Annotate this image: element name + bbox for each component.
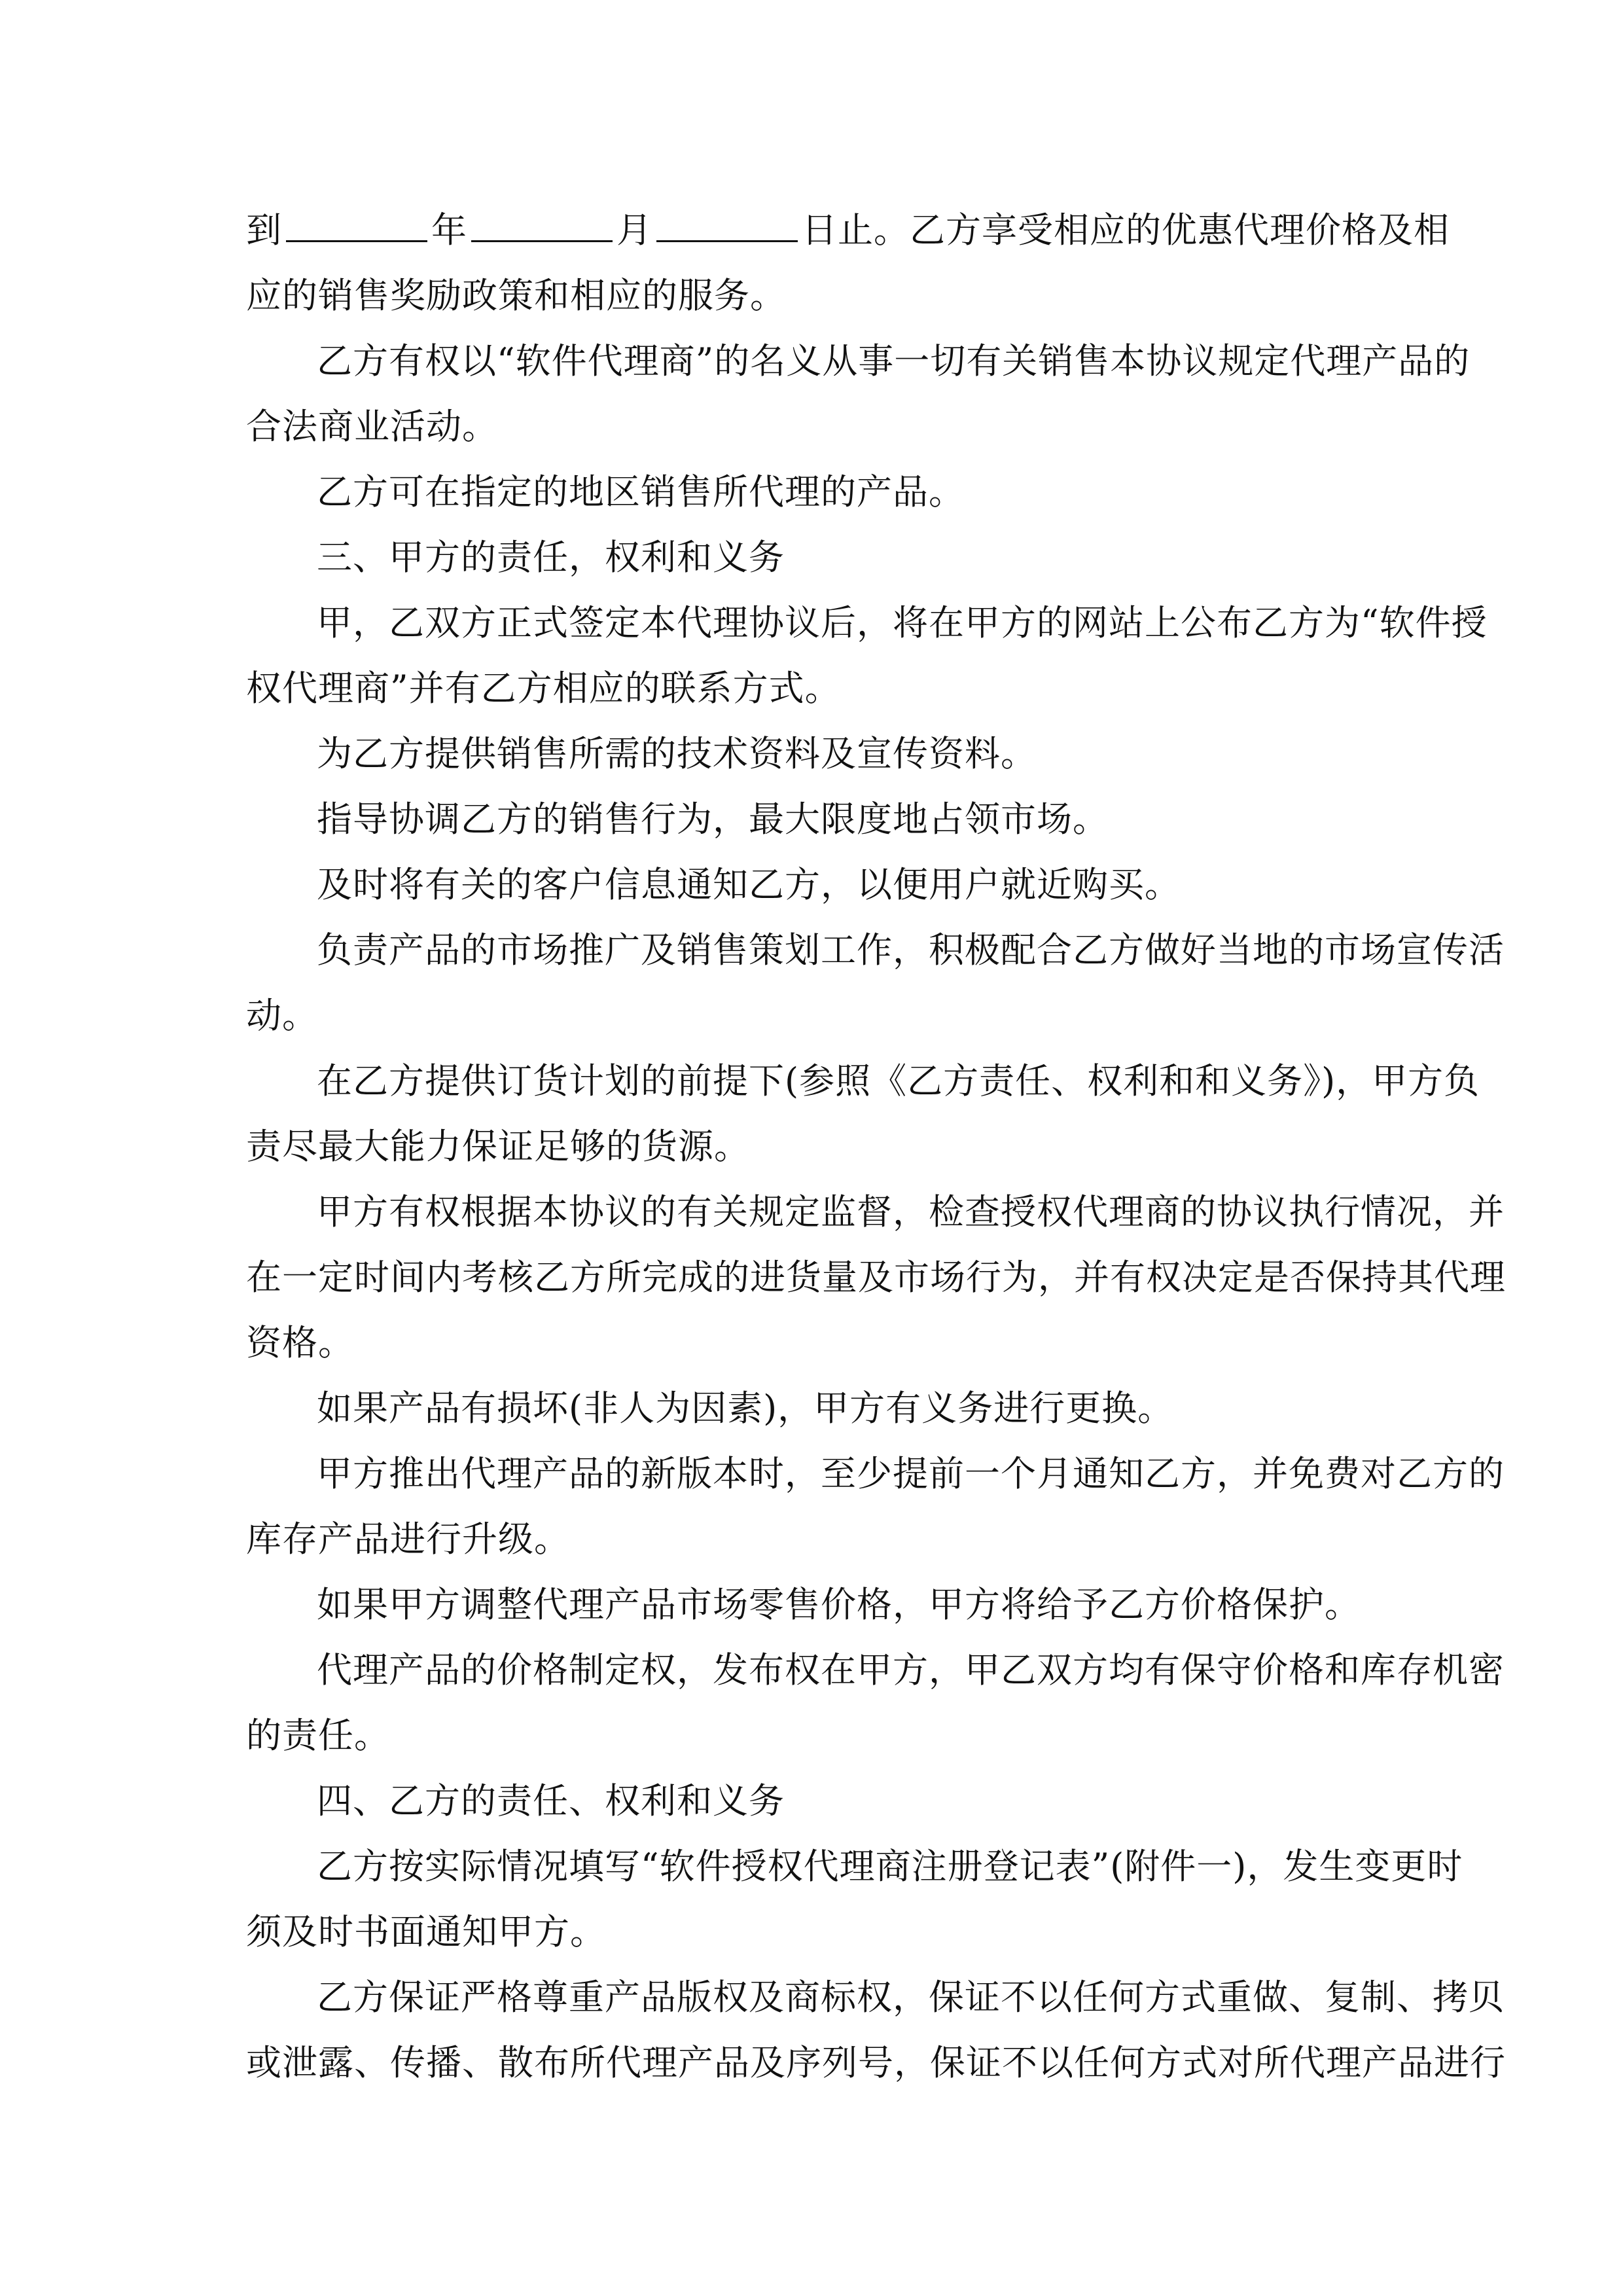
- paragraph-line: 指导协调乙方的销售行为，最大限度地占领市场。: [317, 798, 1109, 840]
- paragraph-line: 乙方可在指定的地区销售所代理的产品。: [317, 471, 965, 512]
- paragraph-line: 负责产品的市场推广及销售策划工作，积极配合乙方做好当地的市场宣传活: [317, 929, 1505, 971]
- paragraph: [246, 918, 1505, 1049]
- paragraph: [246, 590, 1488, 721]
- paragraph-line: 甲方推出代理产品的新版本时，至少提前一个月通知乙方，并免费对乙方的: [317, 1453, 1505, 1494]
- paragraph-line: 的责任。: [246, 1715, 390, 1756]
- paragraph-line: 须及时书面通知甲方。: [246, 1911, 606, 1952]
- paragraph: [246, 1572, 1385, 1638]
- date-range-paragraph: [246, 198, 1450, 329]
- paragraph-line: 在乙方提供订货计划的前提下(参照《乙方责任、权利和和义务》)，甲方负: [317, 1060, 1480, 1102]
- paragraph-line: 库存产品进行升级。: [246, 1518, 570, 1560]
- paragraph-line: 或泄露、传播、散布所代理产品及序列号，保证不以任何方式对所代理产品进行: [246, 2042, 1506, 2083]
- paragraph-line: 乙方保证严格尊重产品版权及商标权，保证不以任何方式重做、复制、拷贝: [317, 1977, 1505, 2018]
- paragraph: [246, 1179, 1506, 1376]
- paragraph: [246, 459, 1385, 525]
- date-range-line: [246, 198, 1450, 263]
- paragraph: [246, 852, 1385, 918]
- paragraph-line: 三、甲方的责任，权利和义务: [317, 537, 785, 578]
- prefix-text: 到: [246, 209, 282, 251]
- year-label: 年: [431, 209, 467, 251]
- paragraph: [246, 329, 1471, 459]
- month-label: 月: [616, 209, 652, 251]
- paragraph-line: 乙方有权以“软件代理商”的名义从事一切有关销售本协议规定代理产品的: [317, 340, 1471, 382]
- paragraph: [246, 1834, 1463, 1965]
- paragraph-line: 如果甲方调整代理产品市场零售价格，甲方将给予乙方价格保护。: [317, 1584, 1361, 1625]
- paragraph-line: 四、乙方的责任、权利和义务: [317, 1780, 785, 1821]
- paragraph-line: 责尽最大能力保证足够的货源。: [246, 1126, 750, 1167]
- paragraph-line: 权代理商”并有乙方相应的联系方式。: [246, 668, 841, 709]
- paragraph-line: 及时将有关的客户信息通知乙方，以便用户就近购买。: [317, 864, 1181, 905]
- paragraph-line: 合法商业活动。: [246, 406, 498, 447]
- month-blank: [471, 206, 613, 242]
- paragraph: [246, 1376, 1385, 1441]
- paragraph-line: 动。: [246, 995, 318, 1036]
- document-page: [246, 198, 1506, 2096]
- paragraph: [246, 721, 1385, 787]
- paragraph-line: 甲方有权根据本协议的有关规定监督，检查授权代理商的协议执行情况，并: [317, 1191, 1505, 1232]
- paragraph-line: 资格。: [246, 1322, 354, 1363]
- paragraph: [246, 1768, 1385, 1834]
- paragraph: [246, 1965, 1506, 2096]
- paragraph-line: 如果产品有损坏(非人为因素)，甲方有义务进行更换。: [317, 1388, 1174, 1429]
- paragraph-line: 在一定时间内考核乙方所完成的进货量及市场行为，并有权决定是否保持其代理: [246, 1257, 1506, 1298]
- body-paragraphs: [246, 329, 1506, 2096]
- paragraph-line: 为乙方提供销售所需的技术资料及宣传资料。: [317, 733, 1037, 774]
- paragraph-line: 代理产品的价格制定权，发布权在甲方，甲乙双方均有保守价格和库存机密: [317, 1649, 1505, 1691]
- day-label: 日止。乙方享受相应的优惠代理价格及相: [802, 209, 1450, 251]
- paragraph-line: 甲，乙双方正式签定本代理协议后，将在甲方的网站上公布乙方为“软件授: [317, 602, 1488, 643]
- paragraph: [246, 1049, 1480, 1179]
- paragraph: [246, 525, 1385, 590]
- paragraph: [246, 1441, 1505, 1572]
- day-blank: [656, 206, 798, 242]
- date-range-continuation: 应的销售奖励政策和相应的服务。: [246, 275, 786, 316]
- paragraph: [246, 787, 1385, 852]
- year-blank: [286, 206, 427, 242]
- paragraph-line: 乙方按实际情况填写“软件授权代理商注册登记表”(附件一)，发生变更时: [317, 1846, 1463, 1887]
- paragraph: [246, 1638, 1505, 1768]
